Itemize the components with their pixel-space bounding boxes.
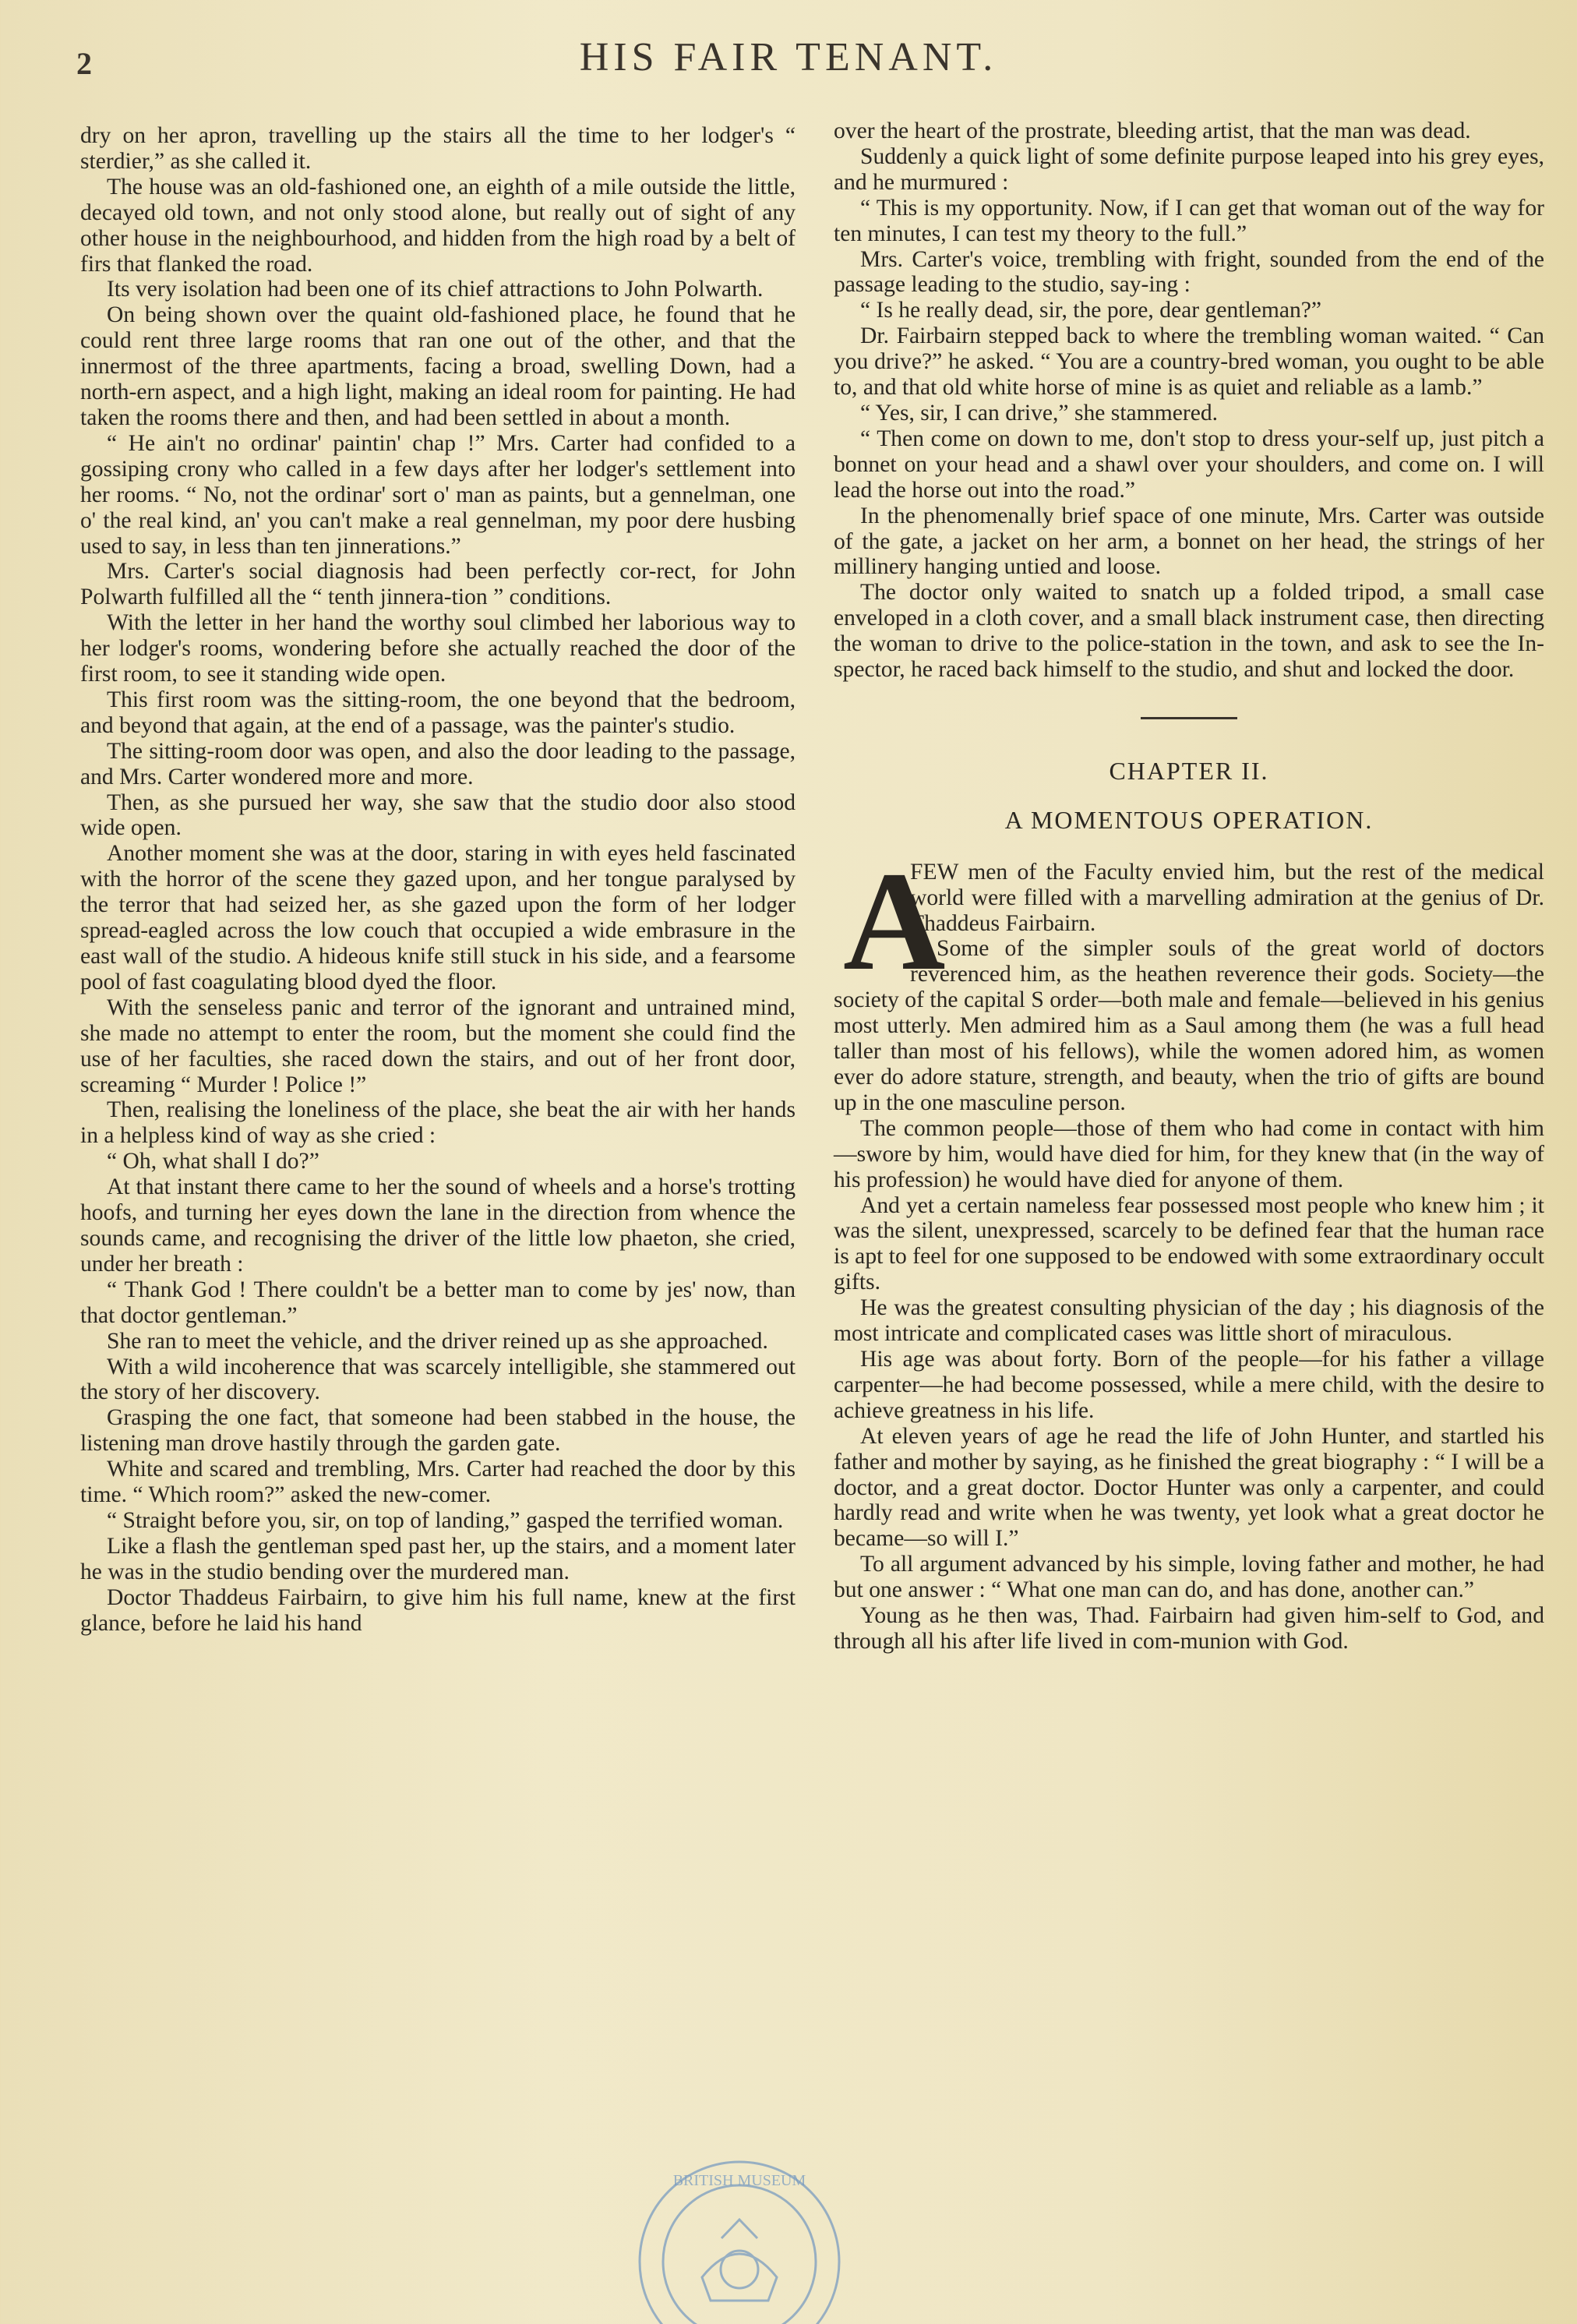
paragraph: And yet a certain nameless fear possessed most people who knew him ; it was the silent, unexpressed, scarcely to be defined fear that the human race is apt to feel for one supposed to be endowed with some extraordinary occult gifts. xyxy=(834,1192,1544,1295)
paragraph: At eleven years of age he read the life of John Hunter, and startled his father and mother by saying, as he finished the great biography : “ I will be a doctor, and a great doctor. Doctor Hunter was only a carpenter, and could hardly read and write when he was twenty, yet look what a great doctor he became—so will I.” xyxy=(834,1423,1544,1552)
paragraph: To all argument advanced by his simple, loving father and mother, he had but one answer : “ What one man can do, and has done, another can.” xyxy=(834,1552,1544,1603)
paragraph: “ Yes, sir, I can drive,” she stammered. xyxy=(860,400,1219,426)
paragraph: FEW men of the Faculty envied him, but the rest of the medical world were filled with a marvelling admiration at the genius of Dr. Thaddeus Fairbairn. xyxy=(910,859,1544,936)
paragraph: White and scared and trembling, Mrs. Carter had reached the door by this time. “ Which room?” asked the new-comer. xyxy=(80,1457,796,1508)
paragraph: In the phenomenally brief space of one minute, Mrs. Carter was outside of the gate, a jacket on her arm, a bonnet on her head, the strings of her millinery hanging untied and loose. xyxy=(834,503,1544,580)
right-column xyxy=(834,118,1544,1655)
paragraph: Some of the simpler souls of the great world of doctors reverenced him, as the heathen reverence their gods. Society—the society of the capital S order—both male and female—believed in his genius most utterly. Men admired him as a Saul among them (he was a full head taller than most of his fellows), while the women adored him, as women ever do adore stature, strength, and beauty, when the trio of gifts are bound up in the one masculine person. xyxy=(834,936,1544,1115)
paragraph: Like a flash the gentleman sped past her, up the stairs, and a moment later he was in the studio bending over the murdered man. xyxy=(80,1533,796,1584)
paragraph: Doctor Thaddeus Fairbairn, to give him his full name, knew at the first glance, before he laid his hand xyxy=(80,1584,796,1636)
paragraph: Dr. Fairbairn stepped back to where the trembling woman waited. “ Can you drive?” he asked. “ You are a country-bred woman, you ought to be able to, and that old white horse of mine is as quiet and reliable as a lamb.” xyxy=(834,323,1544,401)
paragraph: Mrs. Carter's social diagnosis had been perfectly cor-rect, for John Polwarth fulfilled all the “ tenth jinnera-tion ” conditions. xyxy=(80,559,796,610)
paragraph: “ This is my opportunity. Now, if I can get that woman out of the way for ten minutes, I can test my theory to the full.” xyxy=(834,195,1544,246)
paragraph: Its very isolation had been one of its chief attractions to John Polwarth. xyxy=(107,277,764,302)
paragraph: Young as he then was, Thad. Fairbairn had given him-self to God, and through all his after life lived in com-munion with God. xyxy=(834,1603,1544,1654)
section-divider xyxy=(1141,717,1237,719)
paragraph: “ Straight before you, sir, on top of landing,” gasped the terrified woman. xyxy=(107,1507,784,1533)
paragraph: With the letter in her hand the worthy soul climbed her laborious way to her lodger's rooms, wondering before she actually reached the door of the first room, to see it standing wide open. xyxy=(80,610,796,687)
paragraph: Then, realising the loneliness of the place, she beat the air with her hands in a helpless kind of way as she cried : xyxy=(80,1097,796,1149)
library-stamp-icon xyxy=(628,2145,851,2324)
stamp-text: BRITISH MUSEUM xyxy=(672,2172,806,2189)
paragraph: The sitting-room door was open, and also the door leading to the passage, and Mrs. Carter wondered more and more. xyxy=(80,738,796,789)
paragraph: Suddenly a quick light of some definite purpose leaped into his grey eyes, and he murmured : xyxy=(834,143,1544,195)
paragraph: The common people—those of them who had come in contact with him—swore by him, would have died for him, for they knew that (in the way of his profession) he would have died for anyone of them. xyxy=(834,1115,1544,1192)
paragraph: “ Thank God ! There couldn't be a better man to come by jes' now, than that doctor gentleman.” xyxy=(80,1277,796,1328)
chapter-title: A MOMENTOUS OPERATION. xyxy=(1004,805,1374,834)
paragraph: over the heart of the prostrate, bleeding artist, that the man was dead. xyxy=(834,118,1471,143)
paragraph: He was the greatest consulting physician of the day ; his diagnosis of the most intricate and complicated cases was little short of miraculous. xyxy=(834,1295,1544,1347)
paragraph: Then, as she pursued her way, she saw that the studio door also stood wide open. xyxy=(80,789,796,841)
running-title: HIS FAIR TENANT. xyxy=(579,35,998,79)
paragraph: With a wild incoherence that was scarcely intelligible, she stammered out the story of her discovery. xyxy=(80,1354,796,1405)
paragraph: Grasping the one fact, that someone had been stabbed in the house, the listening man drove hastily through the garden gate. xyxy=(80,1405,796,1457)
paragraph: This first room was the sitting-room, the one beyond that the bedroom, and beyond that again, at the end of a passage, was the painter's studio. xyxy=(80,687,796,738)
paragraph: dry on her apron, travelling up the stairs all the time to her lodger's “ sterdier,” as she called it. xyxy=(80,123,796,174)
page-number: 2 xyxy=(76,46,92,81)
chapter-opening xyxy=(834,860,1544,1116)
left-column xyxy=(80,123,796,1636)
paragraph: The doctor only waited to snatch up a folded tripod, a small case enveloped in a cloth cover, and a small black instrument case, then directing the woman to drive to the police-station in the town, and ask to see the In-spector, he raced back himself to the studio, and shut and locked the door. xyxy=(834,580,1544,683)
chapter-number: CHAPTER II. xyxy=(1109,756,1269,785)
paragraph: She ran to meet the vehicle, and the driver reined up as she approached. xyxy=(107,1328,768,1354)
paragraph: “ Then come on down to me, don't stop to dress your-self up, just pitch a bonnet on your head and a shawl over your shoulders, and come on. I will lead the horse out into the road.” xyxy=(834,426,1544,503)
paragraph: Another moment she was at the door, staring in with eyes held fascinated with the horror of the scene they gazed upon, and her tongue paralysed by the terror that had seized her, as she gazed upon the form of her lodger spread-eagled across the low couch that occupied a wide embrasure in the east wall of the studio. A hideous knife still stuck in his side, and a fearsome pool of fast coagulating blood dyed the floor. xyxy=(80,841,796,994)
paragraph: His age was about forty. Born of the people—for his father a village carpenter—he had become possessed, while a mere child, with the desire to achieve greatness in his life. xyxy=(834,1346,1544,1423)
paragraph: The house was an old-fashioned one, an eighth of a mile outside the little, decayed old town, and not only stood alone, but really out of sight of any other house in the neighbourhood, and hidden from the high road by a belt of firs that flanked the road. xyxy=(80,174,796,277)
paragraph: With the senseless panic and terror of the ignorant and untrained mind, she made no attempt to enter the room, but the moment she could find the use of her faculties, she raced down the stairs, and out of her front door, screaming “ Murder ! Police !” xyxy=(80,994,796,1097)
paragraph: At that instant there came to her the sound of wheels and a horse's trotting hoofs, and turning her eyes down the lane in the direction from whence the sounds came, and recognising the driver of the little low phaeton, she cried, under her breath : xyxy=(80,1174,796,1277)
paragraph: On being shown over the quaint old-fashioned place, he found that he could rent three large rooms that ran one out of the other, and that the innermost of the three apartments, facing a broad, swelling Down, had a north-ern aspect, and a high light, making an ideal room for painting. He had taken the rooms there and then, and had been settled in about a month. xyxy=(80,302,796,430)
drop-cap: A xyxy=(843,859,946,1000)
paragraph: Mrs. Carter's voice, trembling with fright, sounded from the end of the passage leading to the studio, say-ing : xyxy=(834,246,1544,298)
paragraph: “ Oh, what shall I do?” xyxy=(107,1149,319,1174)
paragraph: “ Is he really dead, sir, the pore, dear gentleman?” xyxy=(860,298,1322,323)
paragraph: “ He ain't no ordinar' paintin' chap !” Mrs. Carter had confided to a gossiping crony who called in a few days after her lodger's settlement into her rooms. “ No, not the ordinar' sort o' man as paints, but a gennelman, one o' the real kind, an' you can't make a real gennelman, my poor dere husbing used to say, in less than ten jinnerations.” xyxy=(80,430,796,559)
